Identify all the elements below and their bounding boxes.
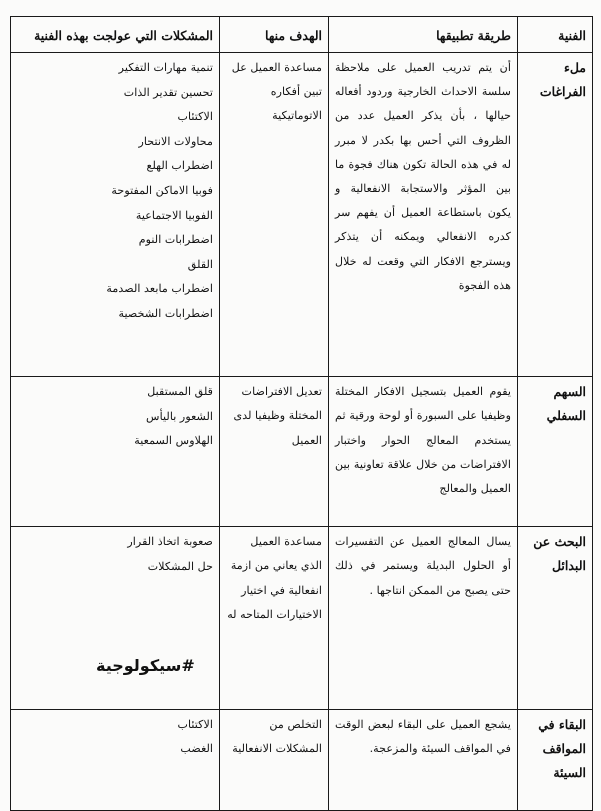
method-text: يسال المعالج العميل عن التفسيرات أو الحلول البديلة ويستمر في ذلك حتى يصبح من الممكن انتاجها . [335, 535, 511, 597]
technique-cell [518, 709, 593, 810]
table-row [11, 377, 593, 527]
problem-item: تنمية مهارات التفكير [118, 61, 213, 74]
problem-item: الشعور باليأس [145, 409, 213, 423]
problem-item: الاكتئاب [177, 717, 213, 731]
technique-name: البحث عن البدائل [533, 534, 586, 574]
goal-cell [220, 527, 329, 709]
problem-item: اضطرابات الشخصية [118, 306, 213, 320]
goal-cell [220, 53, 329, 377]
goal-cell [220, 377, 329, 527]
goal-text: مساعدة العميل الذي يعاني من ازمة انفعالية في اختيار الاختيارات المتاحه له [227, 535, 322, 621]
goal-cell [220, 709, 329, 810]
technique-cell [518, 377, 593, 527]
problem-item: حل المشكلات [147, 559, 213, 573]
goal-text: تعديل الافتراضات المختلة وظيفيا لدى العميل [233, 385, 322, 447]
technique-name: السهم السفلي [546, 384, 586, 424]
problems-cell [11, 53, 220, 377]
problems-cell [11, 527, 220, 709]
problem-item: القلق [187, 257, 213, 271]
table-row [11, 709, 593, 810]
problem-item: فوبيا الاماكن المفتوحة [111, 183, 213, 197]
table-row [11, 53, 593, 377]
problem-item: اضطرابات النوم [138, 233, 213, 247]
problem-item: الغضب [180, 742, 213, 756]
problem-item: محاولات الانتحار [138, 134, 213, 148]
table-header-row [11, 17, 593, 53]
method-cell [329, 527, 518, 709]
method-text: أن يتم تدريب العميل على ملاحظة سلسة الاحداث الخارجية وردود أفعاله حيالها ، بأن يذكر العميل عدد من الظروف التي أحس بها بكدر لا مبرر له في هذه الحالة تكون هناك فجوة ما بين المؤثر والاستجابة الانفعالية و يكون باستطاعة العميل أن يفهم سر كدره الانفعالي ويمكنه أن يتذكر ويسترجع الافكار التي وقعت له خلال هذه الفجوة [335, 61, 511, 292]
goal-text: مساعدة العميل عل تبين أفكاره الاتوماتيكية [231, 61, 322, 123]
techniques-table [10, 16, 593, 811]
problem-item: قلق المستقبل [147, 385, 213, 399]
technique-cell [518, 527, 593, 709]
header-goal: الهدف منها [220, 17, 329, 53]
table-row [11, 527, 593, 709]
technique-cell [518, 53, 593, 377]
goal-text: التخلص من المشكلات الانفعالية [232, 717, 322, 755]
problem-item: تحسين تقدير الذات [123, 85, 213, 99]
header-technique: الفنية [518, 17, 593, 53]
method-cell [329, 53, 518, 377]
problems-cell [11, 709, 220, 810]
method-cell [329, 709, 518, 810]
problem-item: الهلاوس السمعية [134, 434, 213, 448]
problem-item: صعوبة اتخاذ القرار [127, 535, 213, 549]
problem-item: الاكتئاب [177, 110, 213, 124]
hashtag-watermark: #سيكولوجية [96, 656, 195, 675]
technique-name: البقاء في المواقف السيئة [538, 716, 586, 780]
header-method: طريقة تطبيقها [329, 17, 518, 53]
problem-item: اضطراب الهلع [146, 159, 213, 173]
method-text: يقوم العميل بتسجيل الافكار المختلة وظيفيا على السبورة أو لوحة ورقية ثم يستخدم المعالج الحوار واختبار الافتراضات من خلال علاقة تعاونية بين العميل والمعالج [335, 385, 511, 496]
technique-name: ملء الفراغات [539, 60, 586, 99]
problem-item: الفوبيا الاجتماعية [135, 208, 213, 222]
problems-cell [11, 377, 220, 527]
method-cell [329, 377, 518, 527]
header-problems: المشكلات التي عولجت بهذه الفنية [11, 17, 220, 53]
method-text: يشجع العميل على البقاء لبعض الوقت في المواقف السيئة والمزعجة. [335, 717, 511, 755]
problem-item: اضطراب مابعد الصدمة [106, 282, 213, 296]
